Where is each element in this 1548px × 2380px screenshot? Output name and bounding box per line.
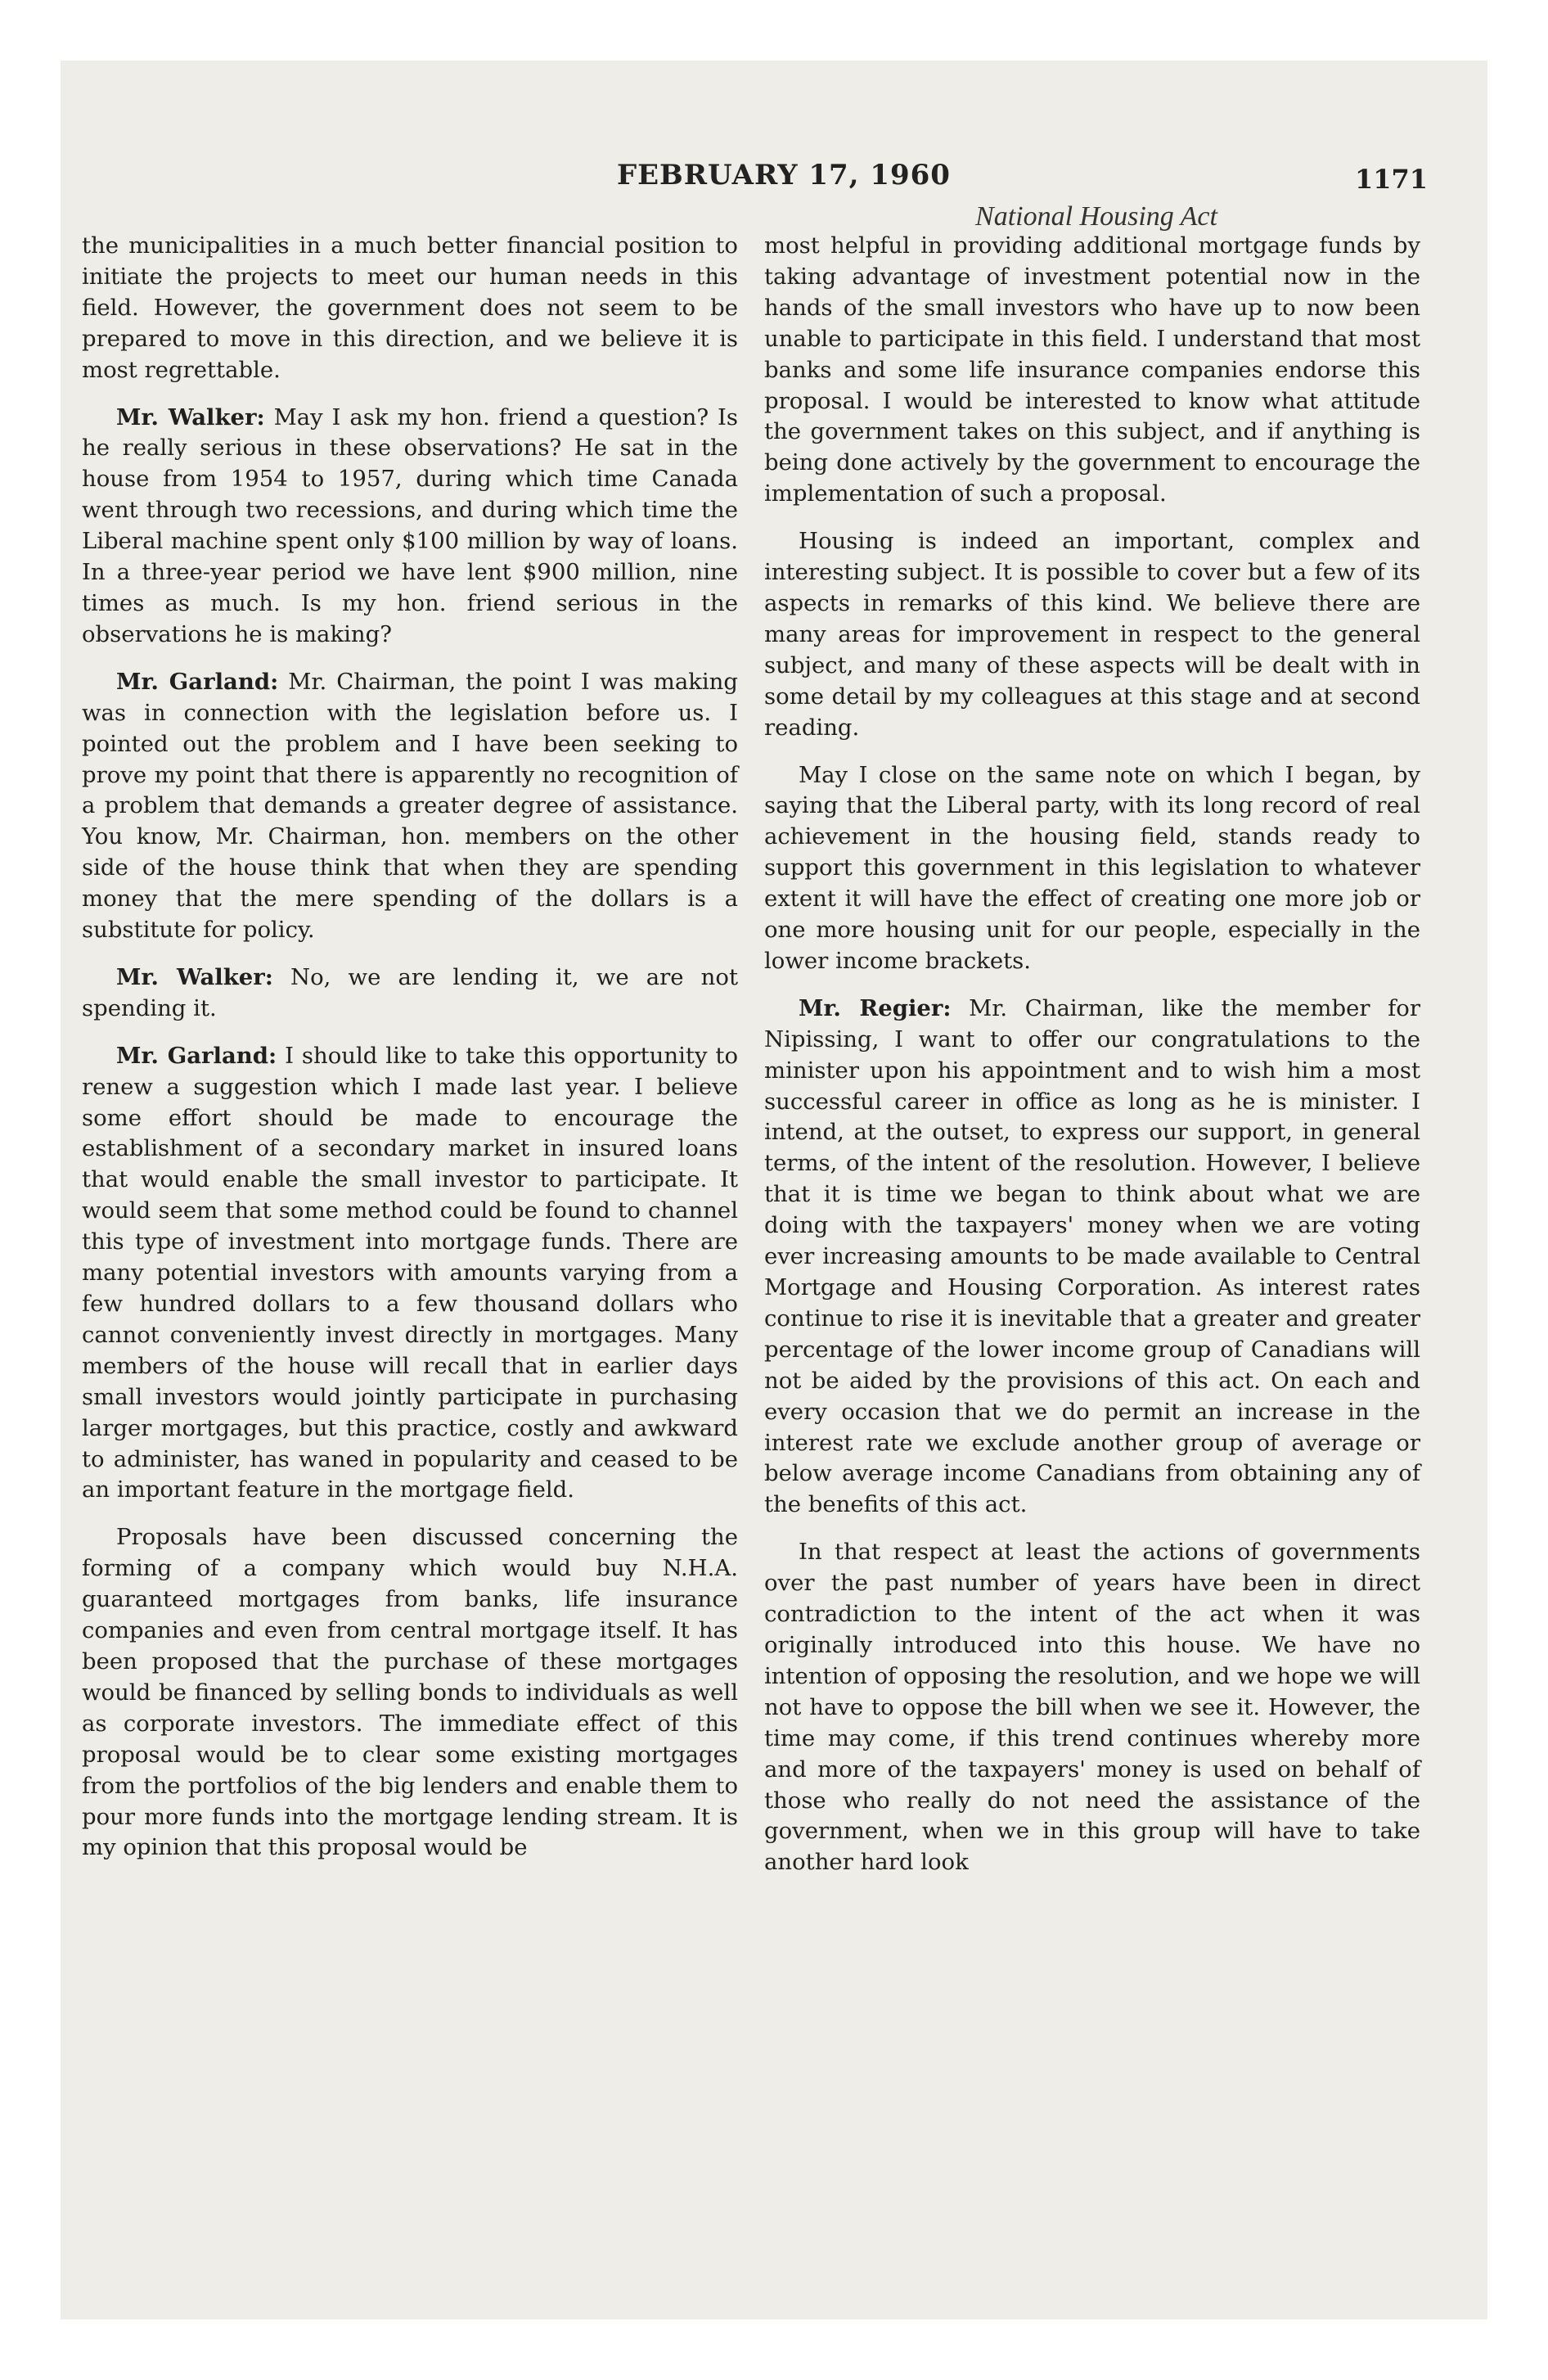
- paragraph: Housing is indeed an important, complex and interesting subject. It is possible to cover but a few of its aspects in remarks of this kind. We believe there are many areas for improvement in respect to the general subject, and many of these aspects will be dealt with in some detail by my colleagues at this stage and at second reading.: [764, 528, 1420, 741]
- page-number: 1171: [1355, 164, 1429, 195]
- page-date: FEBRUARY 17, 1960: [617, 159, 951, 192]
- paragraph: In that respect at least the actions of governments over the past number of years have been in direct contradiction to the intent of the act when it was originally introduced into this house. We have no intention of opposing the resolution, and we hope we will not have to oppose the bill when we see it. However, the time may come, if this trend continues whereby more and more of the taxpayers' money is used on behalf of those who really do not need the assistance of the government, when we in this group will have to take another hard look: [764, 1539, 1420, 1876]
- running-title: National Housing Act: [975, 201, 1217, 232]
- speech-text: Mr. Chairman, the point I was making was in connection with the legislation before us. I pointed out the problem and I have been seeking to prove my point that there is apparently no recognition of a problem that demands a greater degree of assistance. You know, Mr. Chairman, hon. members on the other side of the house think that when they are spending money that the mere spending of the dollars is a substitute for policy.: [82, 668, 738, 944]
- speaker-name: Mr. Walker:: [116, 403, 265, 430]
- paragraph: [82, 1041, 738, 1507]
- speaker-name: Mr. Regier:: [799, 994, 952, 1021]
- speech-text: No, we are lending it, we are not spending it.: [82, 963, 738, 1021]
- paragraph: the municipalities in a much better financial position to initiate the projects to meet our human needs in this field. However, the government does not seem to be prepared to move in this direction, and we believe it is most regrettable.: [82, 232, 738, 383]
- speaker-name: Mr. Walker:: [116, 963, 273, 990]
- paragraph: Proposals have been discussed concerning the forming of a company which would buy N.H.A. guaranteed mortgages from banks, life insurance companies and even from central mortgage itself. It has been proposed that the purchase of these mortgages would be financed by selling bonds to individuals as well as corporate investors. The immediate effect of this proposal would be to clear some existing mortgages from the portfolios of the big lenders and enable them to pour more funds into the mortgage lending stream. It is my opinion that this proposal would be: [82, 1524, 738, 1861]
- speech-text: May I ask my hon. friend a question? Is he really serious in these observations? He sat in the house from 1954 to 1957, during which time Canada went through two recessions, and during which time the Liberal machine spent only $100 million by way of loans. In a three-year period we have lent $900 million, nine times as much. Is my hon. friend serious in the observations he is making?: [82, 403, 738, 647]
- paragraph: most helpful in providing additional mortgage funds by taking advantage of investment potential now in the hands of the small investors who have up to now been unable to participate in this field. I understand that most banks and some life insurance companies endorse this proposal. I would be interested to know what attitude the government takes on this subject, and if anything is being done actively by the government to encourage the implementation of such a proposal.: [764, 232, 1420, 507]
- paragraph: [82, 962, 738, 1025]
- speaker-name: Mr. Garland:: [116, 1042, 277, 1069]
- paragraph: [82, 667, 738, 946]
- paragraph: [82, 403, 738, 651]
- speaker-name: Mr. Garland:: [116, 668, 279, 695]
- paragraph: [764, 994, 1420, 1521]
- right-column: [764, 231, 1420, 1895]
- speech-text: Mr. Chairman, like the member for Nipissing, I want to offer our congratulations to the minister upon his appointment and to wish him a most successful career in office as long as he is minister. I intend, at the outset, to express our support, in general terms, of the intent of the resolution. However, I believe that it is time we began to think about what we are doing with the taxpayers' money when we are voting ever increasing amounts to be made available to Central Mortgage and Housing Corporation. As interest rates continue to rise it is inevitable that a greater and greater percentage of the lower income group of Canadians will not be aided by the provisions of this act. On each and every occasion that we do permit an increase in the interest rate we exclude another group of average or below average income Canadians from obtaining any of the benefits of this act.: [764, 994, 1420, 1518]
- paragraph: May I close on the same note on which I began, by saying that the Liberal party, with its long record of real achievement in the housing field, stands ready to support this government in this legislation to whatever extent it will have the effect of creating one more job or one more housing unit for our people, especially in the lower income brackets.: [764, 761, 1420, 974]
- speech-text: I should like to take this opportunity to renew a suggestion which I made last year. I believe some effort should be made to encourage the establishment of a secondary market in insured loans that would enable the small investor to participate. It would seem that some method could be found to channel this type of investment into mortgage funds. There are many potential investors with amounts varying from a few hundred dollars to a few thousand dollars who cannot conveniently invest directly in mortgages. Many members of the house will recall that in earlier days small investors would jointly participate in purchasing larger mortgages, but this practice, costly and awkward to administer, has waned in popularity and ceased to be an important feature in the mortgage field.: [82, 1042, 739, 1503]
- left-column: [82, 231, 738, 1880]
